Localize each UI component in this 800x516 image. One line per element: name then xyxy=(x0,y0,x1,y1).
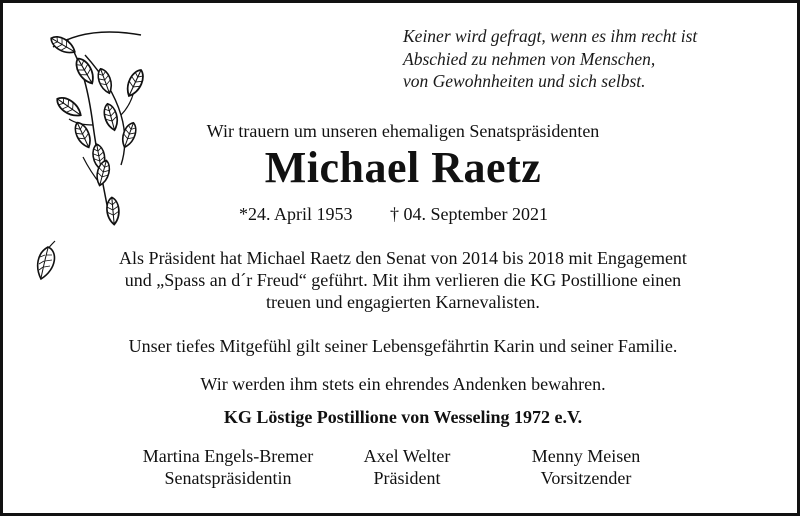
birth-date: *24. April 1953 xyxy=(239,204,353,224)
signatory-name: Menny Meisen xyxy=(531,446,641,466)
deceased-name: Michael Raetz xyxy=(264,143,542,192)
tribute-line: und „Spass an d´r Freud“ geführt. Mit ihm verlieren die KG Postillione einen xyxy=(124,270,682,290)
quote-line: Keiner wird gefragt, wenn es ihm recht ist xyxy=(403,26,698,46)
death-date: † 04. September 2021 xyxy=(390,204,548,224)
condolence-text: Unser tiefes Mitgefühl gilt seiner Lebensgefährtin Karin und seiner Familie. xyxy=(128,336,678,356)
tribute-line: treuen und engagierten Karnevalisten. xyxy=(266,292,540,312)
signatory-name: Martina Engels-Bremer xyxy=(142,446,314,466)
remembrance-text: Wir werden ihm stets ein ehrendes Andenken bewahren. xyxy=(200,374,606,394)
signatory-role: Präsident xyxy=(373,468,441,488)
organization-name: KG Löstige Postillione von Wesseling 1972 e.V. xyxy=(223,407,583,427)
signatory-role: Vorsitzender xyxy=(540,468,632,488)
tribute-paragraph xyxy=(3,247,800,313)
tribute-line: Als Präsident hat Michael Raetz den Senat von 2014 bis 2018 mit Engagement xyxy=(119,248,687,268)
quote-line: von Gewohnheiten und sich selbst. xyxy=(403,71,646,91)
signatory xyxy=(466,445,706,489)
quote-line: Abschied zu nehmen von Menschen, xyxy=(403,48,656,69)
intro-text: Wir trauern um unseren ehemaligen Senatspräsidenten xyxy=(206,121,600,141)
signatory-role: Senatspräsidentin xyxy=(164,468,292,488)
memorial-quote xyxy=(403,25,697,93)
signatory-name: Axel Welter xyxy=(363,446,451,466)
